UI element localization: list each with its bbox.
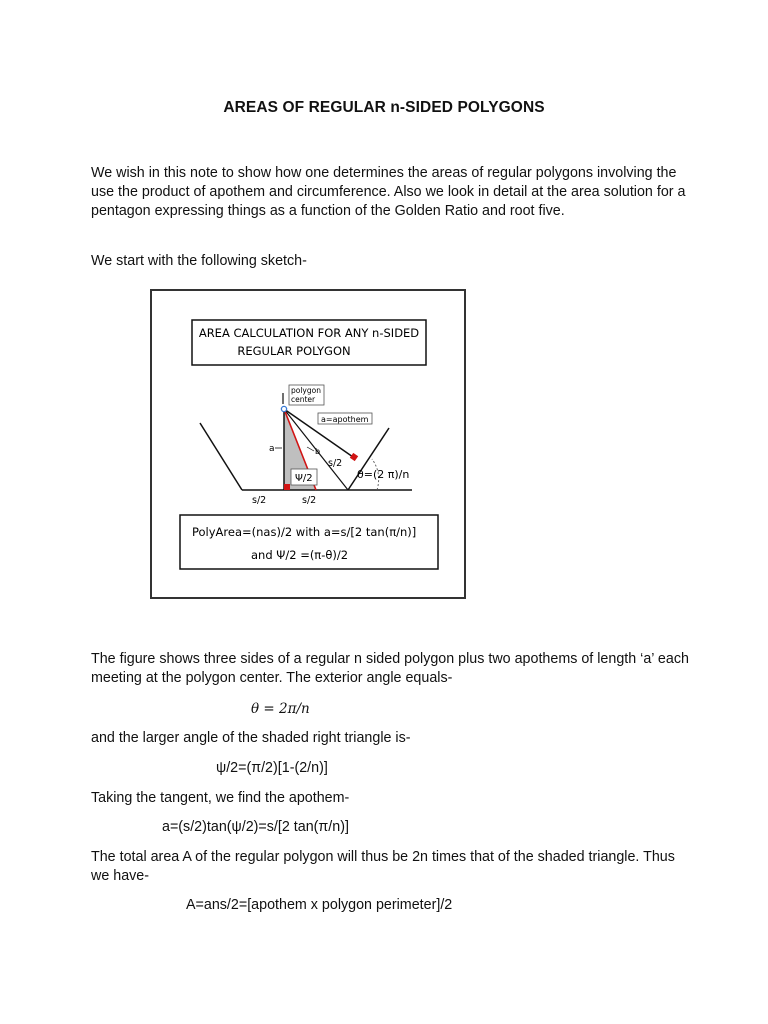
larger-angle-paragraph: and the larger angle of the shaded right triangle is- bbox=[91, 730, 411, 746]
total-area-paragraph: The total area A of the regular polygon will thus be 2n times that of the shaded triangle. Thus we have- bbox=[91, 849, 675, 884]
label-theta: θ=(2 π)/n bbox=[357, 468, 410, 481]
exterior-angle-equation: θ = 2π/n bbox=[251, 701, 310, 717]
area-equation: A=ans/2=[apothem x polygon perimeter]/2 bbox=[186, 897, 453, 913]
right-angle-marker-side bbox=[350, 453, 358, 461]
figure-header-line1: AREA CALCULATION FOR ANY n-SIDED bbox=[198, 326, 420, 340]
formula-line2: and Ψ/2 =(π-θ)/2 bbox=[251, 548, 349, 562]
label-b-leader bbox=[307, 447, 314, 451]
left-side-line bbox=[200, 423, 242, 490]
polygon-sketch bbox=[152, 291, 464, 597]
center-label-line2: center bbox=[291, 395, 316, 404]
label-s2-left: s/2 bbox=[252, 495, 267, 506]
label-a: a bbox=[269, 444, 275, 454]
center-label-line1: polygon bbox=[291, 386, 321, 395]
figure-header-line2: REGULAR POLYGON bbox=[237, 344, 351, 358]
label-s2-right: s/2 bbox=[302, 495, 317, 506]
formula-line1: PolyArea=(nas)/2 with a=s/[2 tan(π/n)] bbox=[192, 525, 417, 539]
label-psi: Ψ/2 bbox=[295, 473, 313, 484]
apothem-equation: a=(s/2)tan(ψ/2)=s/[2 tan(π/n)] bbox=[162, 819, 349, 835]
sketch-intro-paragraph: We start with the following sketch- bbox=[91, 253, 307, 269]
label-s2-side: s/2 bbox=[328, 458, 343, 469]
apothem-label: a=apothem bbox=[321, 415, 369, 424]
label-b: b bbox=[315, 447, 321, 456]
psi-equation: ψ/2=(π/2)[1-(2/n)] bbox=[216, 760, 328, 776]
document-title: AREAS OF REGULAR n-SIDED POLYGONS bbox=[223, 99, 545, 116]
intro-paragraph: We wish in this note to show how one determines the areas of regular polygons involving the use the product of apothem and circumference. Also we look in detail at the area solution for a pentagon expressing things as a function of the Golden Ratio and root five. bbox=[91, 165, 686, 219]
center-point bbox=[281, 406, 286, 411]
right-angle-marker-base bbox=[284, 484, 290, 490]
tangent-paragraph: Taking the tangent, we find the apothem- bbox=[91, 790, 350, 806]
polygon-figure bbox=[150, 289, 466, 599]
figure-description-paragraph: The figure shows three sides of a regular n sided polygon plus two apothems of length ‘a’ each meeting at the polygon center. The exterior angle equals- bbox=[91, 651, 689, 686]
